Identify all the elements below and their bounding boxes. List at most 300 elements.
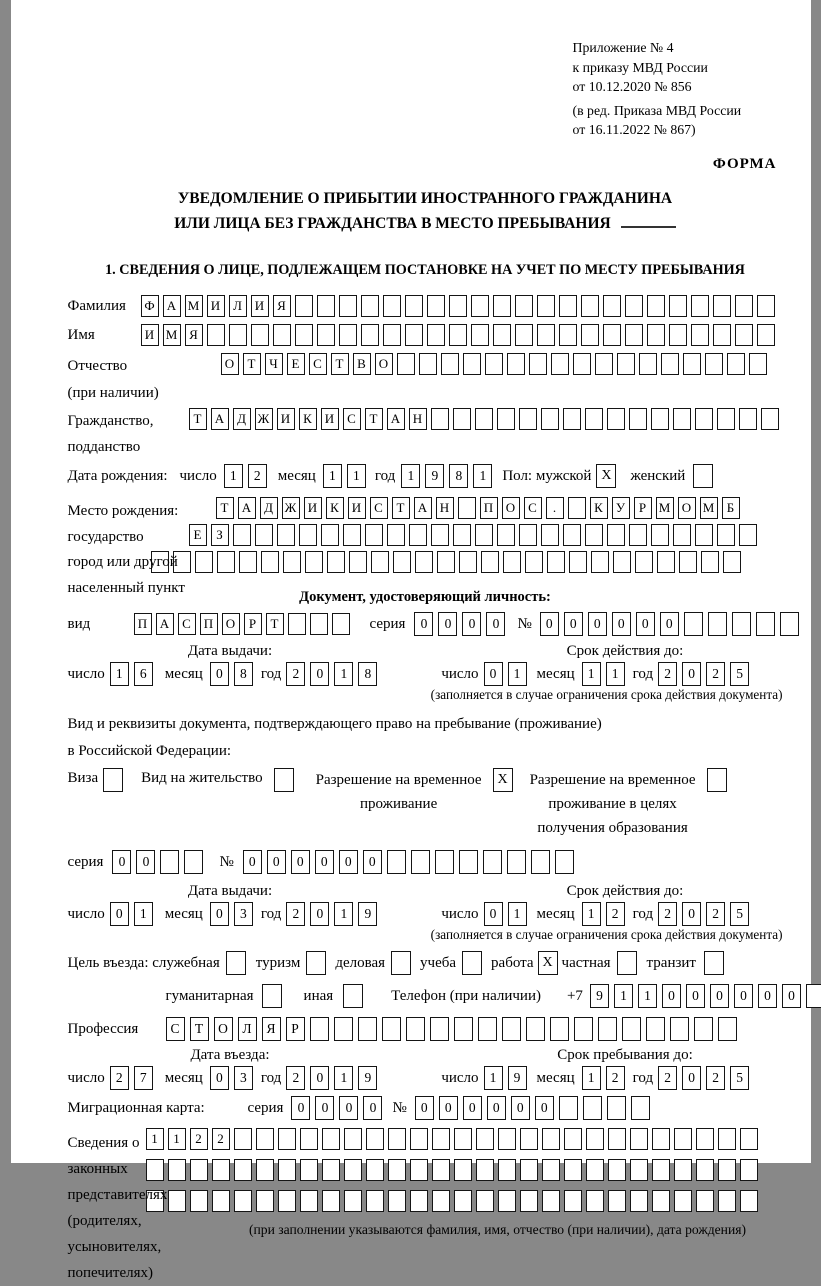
char-box[interactable] [497, 524, 515, 546]
char-box[interactable] [387, 850, 406, 874]
char-box[interactable]: 0 [734, 984, 753, 1008]
char-box[interactable] [349, 551, 367, 573]
char-box[interactable]: Ж [255, 408, 273, 430]
char-box[interactable] [397, 353, 415, 375]
char-box[interactable]: 0 [758, 984, 777, 1008]
char-box[interactable] [321, 524, 339, 546]
char-box[interactable] [595, 353, 613, 375]
char-box[interactable] [661, 353, 679, 375]
char-box[interactable] [256, 1159, 274, 1181]
char-box[interactable] [409, 524, 427, 546]
char-box[interactable] [261, 551, 279, 573]
char-box[interactable] [300, 1190, 318, 1212]
char-box[interactable] [713, 295, 731, 317]
char-box[interactable] [669, 295, 687, 317]
char-box[interactable] [717, 408, 735, 430]
char-box[interactable]: 1 [334, 1066, 353, 1090]
char-box[interactable]: Д [260, 497, 278, 519]
char-box[interactable] [454, 1128, 472, 1150]
char-box[interactable] [453, 408, 471, 430]
char-box[interactable] [713, 324, 731, 346]
char-box[interactable] [332, 613, 350, 635]
char-box[interactable]: 7 [134, 1066, 153, 1090]
char-box[interactable] [432, 1190, 450, 1212]
char-box[interactable]: 1 [146, 1128, 164, 1150]
char-box[interactable]: Н [409, 408, 427, 430]
char-box[interactable] [233, 524, 251, 546]
char-box[interactable] [569, 551, 587, 573]
char-box[interactable]: 0 [782, 984, 801, 1008]
char-box[interactable] [251, 324, 269, 346]
char-box[interactable] [696, 1128, 714, 1150]
char-box[interactable]: 0 [291, 850, 310, 874]
char-box[interactable] [531, 850, 550, 874]
char-box[interactable]: Т [392, 497, 410, 519]
char-box[interactable] [563, 408, 581, 430]
char-box[interactable] [393, 551, 411, 573]
char-box[interactable]: 0 [210, 662, 229, 686]
char-box[interactable] [388, 1190, 406, 1212]
char-box[interactable]: 1 [582, 902, 601, 926]
char-box[interactable] [256, 1128, 274, 1150]
char-box[interactable] [168, 1159, 186, 1181]
char-box[interactable]: 1 [614, 984, 633, 1008]
char-box[interactable]: В [353, 353, 371, 375]
char-box[interactable]: Ж [282, 497, 300, 519]
char-box[interactable] [757, 324, 775, 346]
char-box[interactable] [449, 324, 467, 346]
char-box[interactable] [410, 1190, 428, 1212]
char-box[interactable] [613, 551, 631, 573]
char-box[interactable] [727, 353, 745, 375]
char-box[interactable]: З [211, 524, 229, 546]
char-box[interactable] [387, 524, 405, 546]
char-box[interactable] [427, 295, 445, 317]
char-box[interactable] [283, 551, 301, 573]
char-box[interactable] [300, 1159, 318, 1181]
char-box[interactable] [568, 497, 586, 519]
char-box[interactable] [344, 1190, 362, 1212]
char-box[interactable]: 0 [339, 850, 358, 874]
char-box[interactable]: 0 [339, 1096, 358, 1120]
char-box[interactable] [317, 324, 335, 346]
char-box[interactable]: 2 [190, 1128, 208, 1150]
char-box[interactable] [520, 1128, 538, 1150]
char-box[interactable] [226, 951, 246, 975]
char-box[interactable] [541, 524, 559, 546]
char-box[interactable] [190, 1159, 208, 1181]
char-box[interactable] [547, 551, 565, 573]
char-box[interactable] [696, 1190, 714, 1212]
char-box[interactable]: Е [189, 524, 207, 546]
char-box[interactable] [212, 1159, 230, 1181]
char-box[interactable]: 0 [660, 612, 679, 636]
char-box[interactable] [520, 1159, 538, 1181]
char-box[interactable]: 0 [487, 1096, 506, 1120]
char-box[interactable]: П [134, 613, 152, 635]
char-box[interactable] [278, 1190, 296, 1212]
char-box[interactable] [415, 551, 433, 573]
char-box[interactable] [537, 324, 555, 346]
char-box[interactable] [559, 295, 577, 317]
char-box[interactable] [454, 1159, 472, 1181]
char-box[interactable]: С [166, 1017, 185, 1041]
char-box[interactable] [683, 353, 701, 375]
char-box[interactable] [431, 408, 449, 430]
char-box[interactable] [515, 295, 533, 317]
char-box[interactable]: 0 [363, 1096, 382, 1120]
char-box[interactable]: 0 [267, 850, 286, 874]
char-box[interactable]: 2 [606, 1066, 625, 1090]
char-box[interactable] [581, 324, 599, 346]
char-box[interactable]: С [343, 408, 361, 430]
char-box[interactable]: 0 [310, 1066, 329, 1090]
char-box[interactable] [207, 324, 225, 346]
char-box[interactable] [684, 612, 703, 636]
char-box[interactable] [229, 324, 247, 346]
char-box[interactable] [305, 551, 323, 573]
char-box[interactable] [344, 1128, 362, 1150]
char-box[interactable] [471, 295, 489, 317]
char-box[interactable] [366, 1128, 384, 1150]
char-box[interactable] [718, 1017, 737, 1041]
char-box[interactable] [366, 1190, 384, 1212]
char-box[interactable] [630, 1159, 648, 1181]
char-box[interactable]: С [309, 353, 327, 375]
char-box[interactable]: С [178, 613, 196, 635]
char-box[interactable] [651, 408, 669, 430]
char-box[interactable]: 1 [334, 902, 353, 926]
char-box[interactable] [673, 524, 691, 546]
char-box[interactable] [361, 295, 379, 317]
char-box[interactable] [449, 295, 467, 317]
char-box[interactable]: 0 [564, 612, 583, 636]
char-box[interactable] [334, 1017, 353, 1041]
char-box[interactable]: Н [436, 497, 454, 519]
char-box[interactable] [674, 1190, 692, 1212]
char-box[interactable] [564, 1190, 582, 1212]
char-box[interactable] [310, 613, 328, 635]
char-box[interactable]: О [214, 1017, 233, 1041]
char-box[interactable]: 1 [168, 1128, 186, 1150]
char-box[interactable]: 8 [358, 662, 377, 686]
char-box[interactable]: И [321, 408, 339, 430]
char-box[interactable] [542, 1128, 560, 1150]
char-box[interactable]: 0 [540, 612, 559, 636]
char-box[interactable] [603, 324, 621, 346]
char-box[interactable] [454, 1190, 472, 1212]
char-box[interactable]: X [538, 951, 558, 975]
char-box[interactable] [295, 324, 313, 346]
char-box[interactable]: К [299, 408, 317, 430]
char-box[interactable] [365, 524, 383, 546]
char-box[interactable]: 0 [210, 902, 229, 926]
char-box[interactable] [493, 324, 511, 346]
char-box[interactable] [256, 1190, 274, 1212]
char-box[interactable] [695, 408, 713, 430]
char-box[interactable] [749, 353, 767, 375]
char-box[interactable] [274, 768, 294, 792]
char-box[interactable]: X [596, 464, 616, 488]
char-box[interactable]: О [502, 497, 520, 519]
char-box[interactable] [652, 1128, 670, 1150]
char-box[interactable]: Т [216, 497, 234, 519]
char-box[interactable] [551, 353, 569, 375]
char-box[interactable] [598, 1017, 617, 1041]
char-box[interactable]: 0 [363, 850, 382, 874]
char-box[interactable] [462, 951, 482, 975]
char-box[interactable]: 0 [291, 1096, 310, 1120]
char-box[interactable] [519, 408, 537, 430]
char-box[interactable] [630, 1128, 648, 1150]
char-box[interactable]: 1 [508, 662, 527, 686]
char-box[interactable]: С [524, 497, 542, 519]
char-box[interactable] [339, 324, 357, 346]
char-box[interactable] [647, 295, 665, 317]
char-box[interactable]: Т [189, 408, 207, 430]
char-box[interactable] [437, 551, 455, 573]
char-box[interactable]: 1 [473, 464, 492, 488]
char-box[interactable] [317, 295, 335, 317]
char-box[interactable] [405, 324, 423, 346]
char-box[interactable]: 5 [730, 662, 749, 686]
char-box[interactable] [651, 524, 669, 546]
char-box[interactable]: X [493, 768, 513, 792]
char-box[interactable]: Р [286, 1017, 305, 1041]
char-box[interactable] [647, 324, 665, 346]
char-box[interactable] [184, 850, 203, 874]
char-box[interactable]: 0 [315, 1096, 334, 1120]
char-box[interactable]: К [326, 497, 344, 519]
char-box[interactable] [586, 1159, 604, 1181]
char-box[interactable]: 0 [414, 612, 433, 636]
char-box[interactable] [458, 497, 476, 519]
char-box[interactable]: 3 [234, 902, 253, 926]
char-box[interactable]: 0 [710, 984, 729, 1008]
char-box[interactable] [273, 324, 291, 346]
char-box[interactable] [607, 408, 625, 430]
char-box[interactable]: 9 [425, 464, 444, 488]
char-box[interactable] [234, 1128, 252, 1150]
char-box[interactable] [740, 1128, 758, 1150]
char-box[interactable]: 0 [210, 1066, 229, 1090]
char-box[interactable] [630, 1190, 648, 1212]
char-box[interactable] [481, 551, 499, 573]
char-box[interactable]: И [207, 295, 225, 317]
char-box[interactable]: 0 [438, 612, 457, 636]
char-box[interactable]: Д [233, 408, 251, 430]
char-box[interactable] [502, 1017, 521, 1041]
char-box[interactable] [310, 1017, 329, 1041]
char-box[interactable]: 3 [234, 1066, 253, 1090]
char-box[interactable] [542, 1159, 560, 1181]
char-box[interactable] [574, 1017, 593, 1041]
char-box[interactable]: 1 [334, 662, 353, 686]
char-box[interactable] [391, 951, 411, 975]
char-box[interactable] [475, 524, 493, 546]
char-box[interactable]: А [414, 497, 432, 519]
char-box[interactable]: И [348, 497, 366, 519]
char-box[interactable] [497, 408, 515, 430]
char-box[interactable] [410, 1159, 428, 1181]
char-box[interactable] [454, 1017, 473, 1041]
char-box[interactable]: С [370, 497, 388, 519]
char-box[interactable]: 1 [582, 1066, 601, 1090]
char-box[interactable] [168, 1190, 186, 1212]
char-box[interactable]: 2 [110, 1066, 129, 1090]
char-box[interactable]: П [480, 497, 498, 519]
char-box[interactable] [388, 1159, 406, 1181]
char-box[interactable] [278, 1159, 296, 1181]
char-box[interactable]: М [185, 295, 203, 317]
char-box[interactable] [519, 524, 537, 546]
char-box[interactable]: 9 [358, 902, 377, 926]
char-box[interactable] [629, 524, 647, 546]
char-box[interactable] [581, 295, 599, 317]
char-box[interactable] [585, 408, 603, 430]
char-box[interactable] [735, 324, 753, 346]
char-box[interactable] [419, 353, 437, 375]
char-box[interactable]: Ф [141, 295, 159, 317]
char-box[interactable] [718, 1190, 736, 1212]
char-box[interactable] [586, 1190, 604, 1212]
char-box[interactable]: 0 [686, 984, 705, 1008]
char-box[interactable] [564, 1159, 582, 1181]
char-box[interactable] [732, 612, 751, 636]
char-box[interactable] [625, 295, 643, 317]
char-box[interactable] [607, 1096, 626, 1120]
char-box[interactable] [160, 850, 179, 874]
char-box[interactable] [410, 1128, 428, 1150]
char-box[interactable]: 8 [449, 464, 468, 488]
char-box[interactable]: 2 [658, 902, 677, 926]
char-box[interactable]: И [304, 497, 322, 519]
char-box[interactable] [103, 768, 123, 792]
char-box[interactable]: 0 [682, 902, 701, 926]
char-box[interactable] [327, 551, 345, 573]
char-box[interactable]: Я [262, 1017, 281, 1041]
char-box[interactable]: 1 [484, 1066, 503, 1090]
char-box[interactable] [555, 850, 574, 874]
char-box[interactable] [383, 295, 401, 317]
char-box[interactable] [411, 850, 430, 874]
char-box[interactable] [806, 984, 821, 1008]
char-box[interactable]: У [612, 497, 630, 519]
char-box[interactable]: 1 [110, 662, 129, 686]
char-box[interactable]: А [387, 408, 405, 430]
char-box[interactable]: 2 [286, 662, 305, 686]
char-box[interactable] [718, 1159, 736, 1181]
char-box[interactable]: Т [243, 353, 261, 375]
char-box[interactable] [739, 524, 757, 546]
char-box[interactable] [255, 524, 273, 546]
char-box[interactable] [694, 1017, 713, 1041]
char-box[interactable] [705, 353, 723, 375]
char-box[interactable] [529, 353, 547, 375]
char-box[interactable] [344, 1159, 362, 1181]
char-box[interactable]: 2 [286, 1066, 305, 1090]
char-box[interactable] [358, 1017, 377, 1041]
char-box[interactable] [503, 551, 521, 573]
char-box[interactable]: 0 [484, 902, 503, 926]
char-box[interactable] [639, 353, 657, 375]
char-box[interactable] [288, 613, 306, 635]
char-box[interactable]: Я [185, 324, 203, 346]
char-box[interactable]: 0 [439, 1096, 458, 1120]
char-box[interactable] [234, 1159, 252, 1181]
char-box[interactable] [520, 1190, 538, 1212]
char-box[interactable] [217, 551, 235, 573]
char-box[interactable] [339, 295, 357, 317]
char-box[interactable] [718, 1128, 736, 1150]
char-box[interactable]: М [700, 497, 718, 519]
char-box[interactable] [441, 353, 459, 375]
char-box[interactable] [739, 408, 757, 430]
char-box[interactable]: 2 [658, 662, 677, 686]
char-box[interactable] [483, 850, 502, 874]
char-box[interactable] [322, 1159, 340, 1181]
char-box[interactable]: 0 [484, 662, 503, 686]
char-box[interactable] [430, 1017, 449, 1041]
char-box[interactable]: Р [244, 613, 262, 635]
char-box[interactable] [622, 1017, 641, 1041]
char-box[interactable]: 0 [486, 612, 505, 636]
char-box[interactable] [190, 1190, 208, 1212]
char-box[interactable] [657, 551, 675, 573]
char-box[interactable]: 2 [706, 1066, 725, 1090]
char-box[interactable] [507, 353, 525, 375]
char-box[interactable]: 9 [590, 984, 609, 1008]
char-box[interactable] [498, 1128, 516, 1150]
char-box[interactable]: 0 [662, 984, 681, 1008]
char-box[interactable]: 0 [110, 902, 129, 926]
char-box[interactable]: 1 [582, 662, 601, 686]
char-box[interactable] [493, 295, 511, 317]
char-box[interactable] [515, 324, 533, 346]
char-box[interactable] [707, 768, 727, 792]
char-box[interactable] [701, 551, 719, 573]
char-box[interactable] [573, 353, 591, 375]
char-box[interactable] [723, 551, 741, 573]
char-box[interactable]: А [211, 408, 229, 430]
char-box[interactable] [278, 1128, 296, 1150]
char-box[interactable]: 1 [134, 902, 153, 926]
char-box[interactable] [382, 1017, 401, 1041]
char-box[interactable] [476, 1190, 494, 1212]
char-box[interactable] [693, 464, 713, 488]
char-box[interactable] [704, 951, 724, 975]
char-box[interactable]: Т [190, 1017, 209, 1041]
char-box[interactable]: 0 [535, 1096, 554, 1120]
char-box[interactable]: 1 [224, 464, 243, 488]
char-box[interactable] [525, 551, 543, 573]
char-box[interactable] [559, 324, 577, 346]
char-box[interactable] [691, 324, 709, 346]
char-box[interactable] [585, 524, 603, 546]
char-box[interactable] [306, 951, 326, 975]
char-box[interactable] [432, 1128, 450, 1150]
char-box[interactable]: 0 [612, 612, 631, 636]
char-box[interactable]: 2 [286, 902, 305, 926]
char-box[interactable]: Т [365, 408, 383, 430]
char-box[interactable] [542, 1190, 560, 1212]
char-box[interactable]: 5 [730, 902, 749, 926]
char-box[interactable] [780, 612, 799, 636]
char-box[interactable]: И [141, 324, 159, 346]
char-box[interactable] [388, 1128, 406, 1150]
char-box[interactable] [563, 524, 581, 546]
char-box[interactable] [371, 551, 389, 573]
